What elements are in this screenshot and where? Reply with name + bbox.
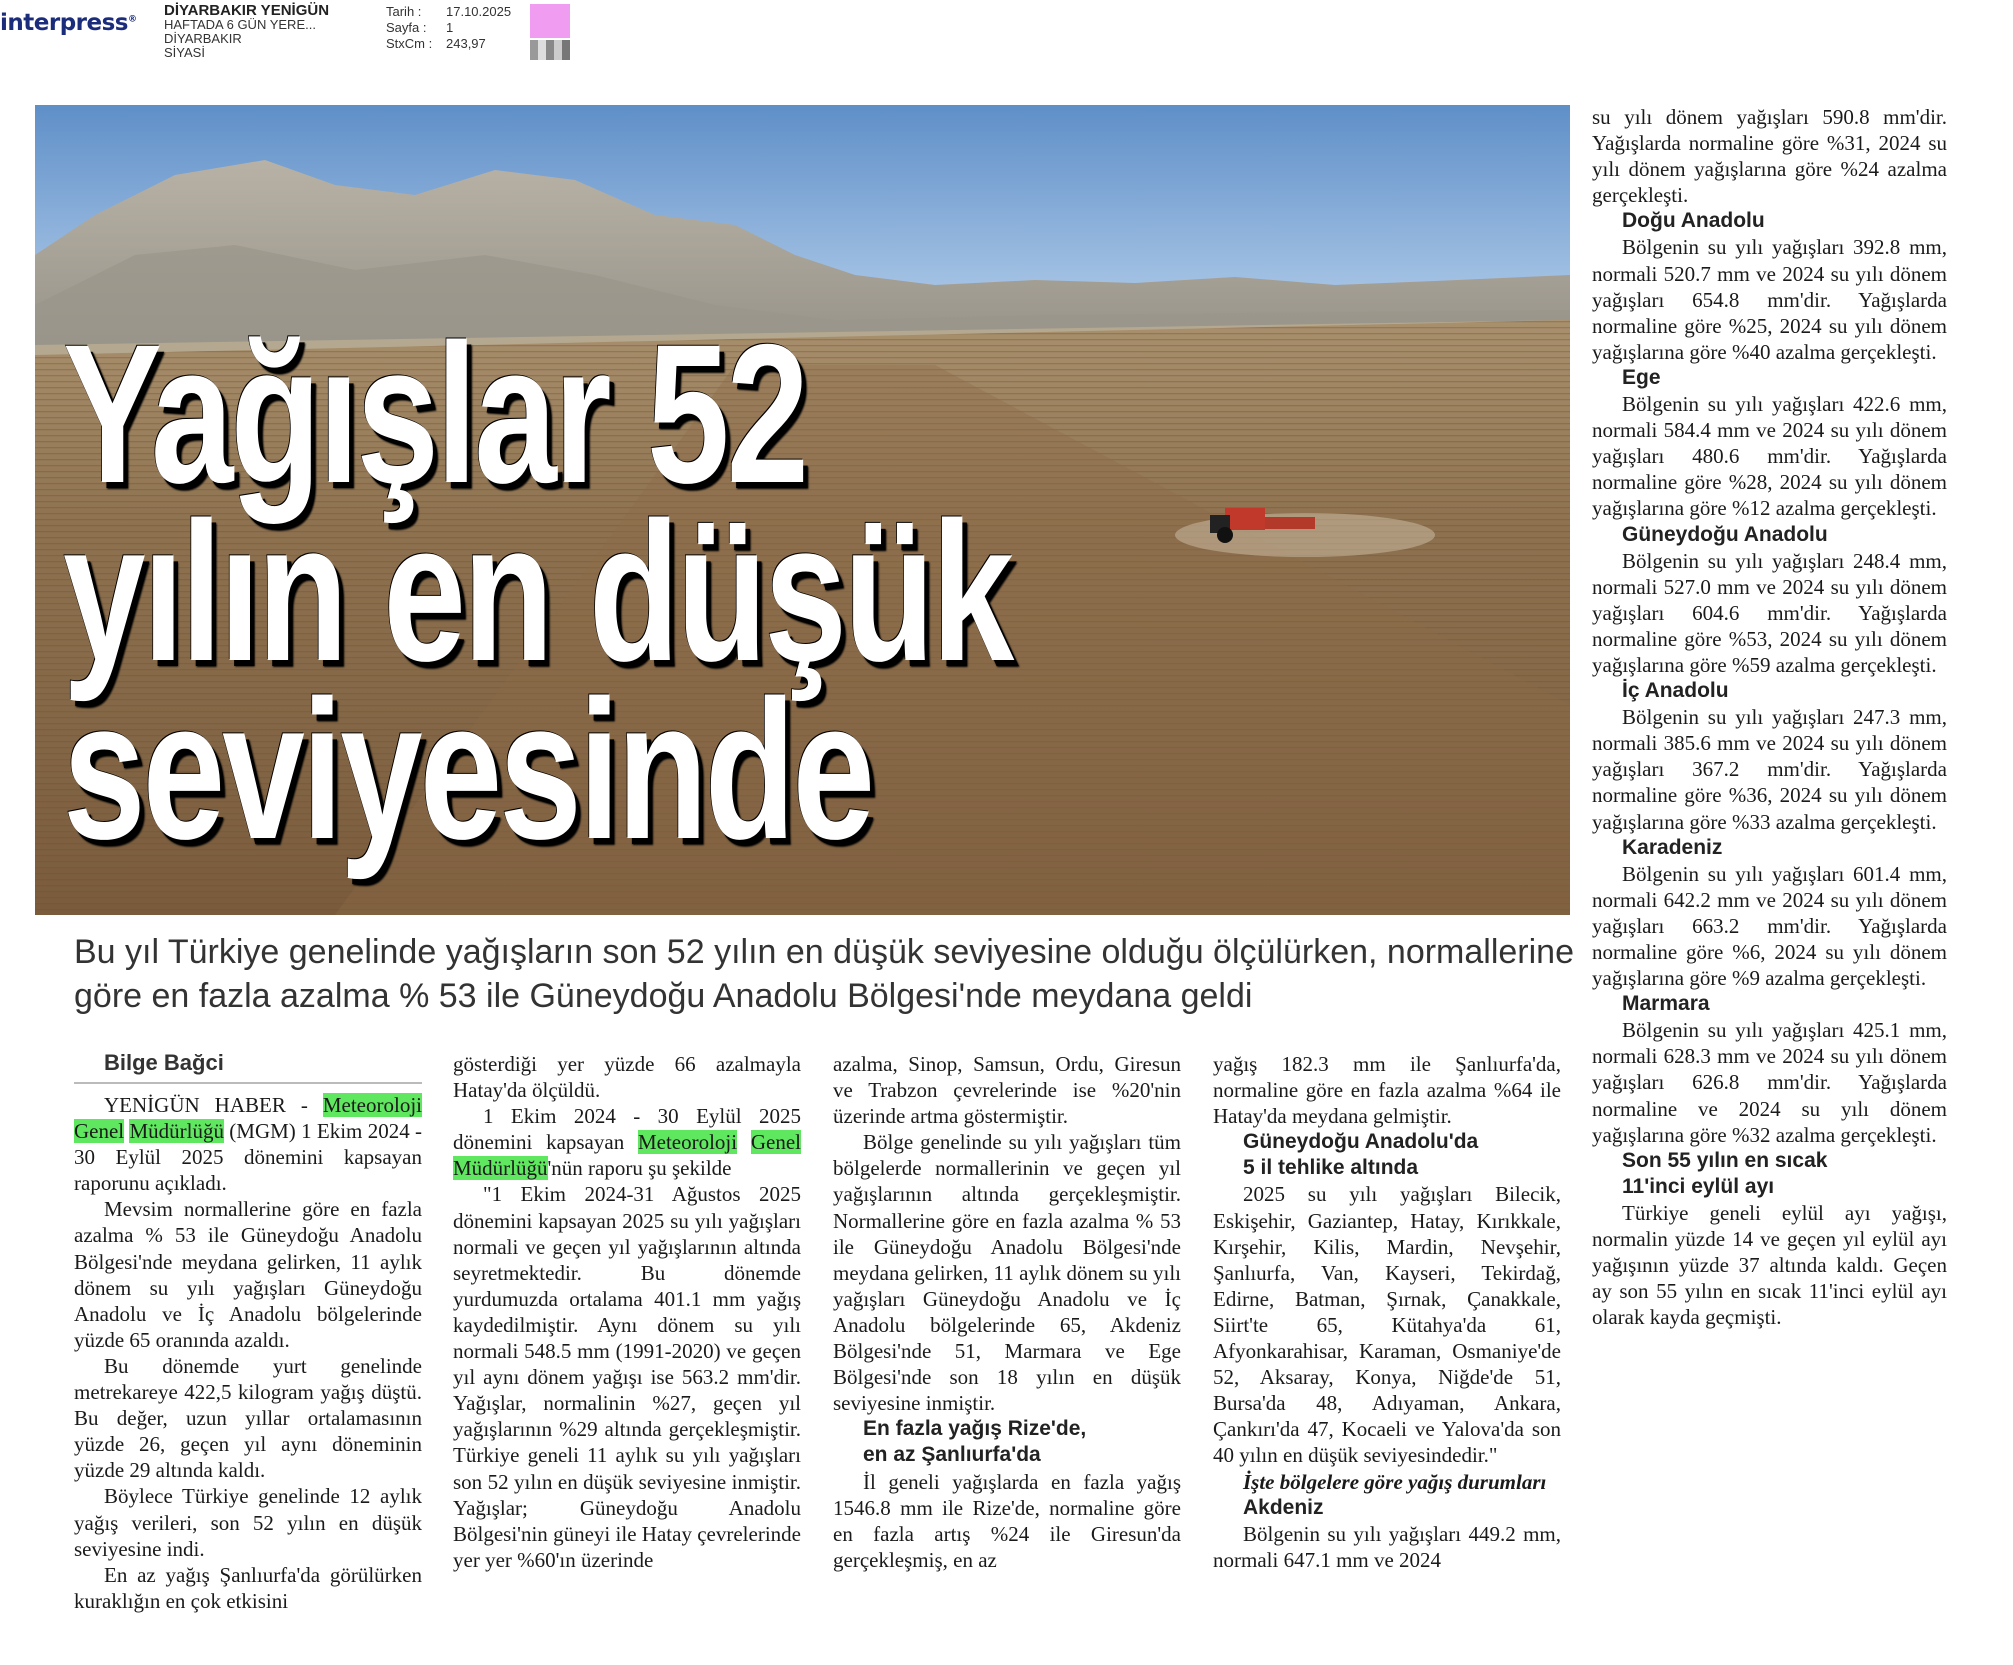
subheading-italic: İşte bölgelere göre yağış durumları [1243,1469,1547,1494]
clipping-header [0,0,600,66]
headline-line-3: seviyesinde [63,659,873,880]
region-heading-guneydogu-anadolu: Güneydoğu Anadolu [1622,522,1828,546]
region-heading-karadeniz: Karadeniz [1622,835,1723,859]
paragraph: YENİGÜN HABER - Meteoroloji Genel Müdürlüğü (MGM) 1 Ekim 2024 - 30 Eylül 2025 dönemini kapsayan raporunu açıkladı. [74,1093,422,1196]
subheading: 11'inci eylül ayı [1622,1174,1775,1198]
paragraph: Bölgenin su yılı yağışları 601.4 mm, normali 642.2 mm ve 2024 su yılı dönem yağışları 663.2 mm'dir. Yağışlarda normaline göre %6, 2024 su yılı dönem yağışlarına göre %9 azalma gerçekleşti. [1592,861,1947,991]
article-column-1 [74,1050,422,1614]
highlight: Müdürlüğü [453,1156,548,1181]
paragraph: Bu dönemde yurt genelinde metrekareye 422,5 kilogram yağış düştü. Bu değer, uzun yıllar ortalamasının yüzde 26, geçen yıl aynı döneminin yüzde 29 altında kaldı. [74,1353,422,1483]
subheading: Güneydoğu Anadolu'da [1243,1130,1479,1154]
highlight: Genel [74,1119,125,1144]
publication-city: DİYARBAKIR [164,31,242,46]
paragraph: Türkiye geneli eylül ayı yağışı, normalin yüzde 14 ve geçen yıl eylül ayı yağışının yüzde 37 altında kaldı. Geçen ay son 55 yılın en sıcak 11'inci eylül ayı olarak kayda geçmişti. [1592,1200,1947,1330]
region-heading-ege: Ege [1622,365,1661,389]
paragraph: Bölge genelinde su yılı yağışları tüm bölgelerde normallerinin ve geçen yıl yağışlarının altında gerçekleşmiştir. Normallerine göre en fazla azalma % 53 ile Güneydoğu Anadolu Bölgesi'nde meydana gelirken, 11 aylık dönem su yılı yağışları Güneydoğu Anadolu ve İç Anadolu bölgelerinde 65, Akdeniz Bölgesi'nde 51, Marmara ve Ege Bölgesi'nde son 18 yılın en düşük seviyesine inmiştir. [833,1130,1181,1416]
paragraph: 2025 su yılı yağışları Bilecik, Eskişehir, Gaziantep, Hatay, Kırıkkale, Kırşehir, Kilis, Mardin, Nevşehir, Şanlıurfa, Van, Kayseri, Tekirdağ, Edirne, Batman, Şırnak, Çanakkale, Siirt'te 65, Kütahya'da 61, Afyonkarahisar, Karaman, Osmaniye'de 52, Aksaray, Konya, Niğde'de 51, Bursa'da 48, Adıyaman, Ankara, Çankırı'da 47, Kocaeli ve Yalova'da son 40 yılın en düşük seviyesindedir." [1213,1182,1561,1468]
date-label: Tarih : [386,4,422,19]
page-label: Sayfa : [386,20,427,35]
stxcm-label: StxCm : [386,36,433,51]
paragraph: Bölgenin su yılı yağışları 425.1 mm, normali 628.3 mm ve 2024 su yılı dönem yağışları 626.8 mm'dir. Yağışlarda normaline ve 2024 su yılı dönem yağışlarına göre %32 azalma gerçekleşti. [1592,1018,1947,1147]
paragraph: Bölgenin su yılı yağışları 247.3 mm, normali 385.6 mm ve 2024 su yılı dönem yağışları 367.2 mm'dir. Yağışlarda normaline göre %36, 2024 su yılı dönem yağışlarına göre %33 azalma gerçekleşti. [1592,705,1947,834]
byline: Bilge Bağci [74,1050,422,1084]
highlight: Müdürlüğü [129,1119,224,1144]
publication-info [164,4,329,60]
paragraph: 1 Ekim 2024 - 30 Eylül 2025 dönemini kapsayan Meteoroloji Genel Müdürlüğü'nün raporu şu şekilde [453,1104,802,1181]
article-column-5 [1592,104,1947,1330]
publication-section: SİYASİ [164,45,205,60]
paragraph: "1 Ekim 2024-31 Ağustos 2025 dönemini kapsayan 2025 su yılı yağışları normali ve geçen yıl yağışlarının altında seyretmektedir. Bu dönemde yurdumuzda ortalama 401.1 mm yağış kaydedilmiştir. Aynı dönem su yılı normali 548.5 mm (1991-2020) ve geçen yıl aynı dönem yağışı ise 563.2 mm'dir. Yağışlar, normalinin %27, geçen yıl yağışlarının %29 altında gerçekleşmiştir. Türkiye geneli 11 aylık su yılı yağışları son 52 yılın en düşük seviyesine inmiştir. Yağışlar; Güneydoğu Anadolu Bölgesi'nin güneyi ile Hatay çevrelerinde yer yer %60'ın üzerinde [453,1182,801,1572]
region-heading-akdeniz: Akdeniz [1243,1495,1324,1519]
subheading: en az Şanlıurfa'da [863,1443,1041,1467]
clip-meta [386,4,511,52]
article-column-4 [1213,1051,1561,1573]
paragraph: İl geneli yağışlarda en fazla yağış 1546.8 mm ile Rize'de, normaline göre en fazla artış %24 ile Giresun'da gerçekleşmiş, en az [833,1469,1181,1572]
page-value: 1 [446,20,454,35]
paragraph: Mevsim normallerine göre en fazla azalma % 53 ile Güneydoğu Anadolu Bölgesi'nde meydana gelirken, 11 aylık dönem su yılı yağışları Güneydoğu Anadolu ve İç Anadolu bölgelerinde yüzde 65 oranında azaldı. [74,1197,422,1352]
hero-photo [35,105,1570,915]
highlight: Meteoroloji [637,1130,738,1155]
date-value: 17.10.2025 [446,4,512,19]
region-heading-marmara: Marmara [1622,992,1710,1016]
article-headline [63,303,1012,880]
paragraph: Bölgenin su yılı yağışları 449.2 mm, normali 647.1 mm ve 2024 [1213,1521,1561,1572]
paragraph: En az yağış Şanlıurfa'da görülürken kuraklığın en çok etkisini [74,1562,422,1613]
page-thumbnail [530,4,570,60]
region-heading-dogu-anadolu: Doğu Anadolu [1622,209,1765,233]
paragraph: Bölgenin su yılı yağışları 422.6 mm, normali 584.4 mm ve 2024 su yılı dönem yağışları 480.6 mm'dir. Yağışlarda normaline göre %28, 2024 su yılı dönem yağışlarına göre %12 azalma gerçekleşti. [1592,392,1947,521]
subheading: Son 55 yılın en sıcak [1622,1148,1828,1172]
stxcm-value: 243,97 [446,36,486,51]
headline-line-2: yılın en düşük [63,481,1012,702]
article-spot: Bu yıl Türkiye genelinde yağışların son 52 yılın en düşük seviyesine olduğu ölçülürken, normallerine göre en fazla azalma % 53 ile Güneydoğu Anadolu Bölgesi'nde meydana geldi [74,933,1575,1015]
paragraph: yağış 182.3 mm ile Şanlıurfa'da, normaline göre en fazla azalma %64 ile Hatay'da meydana gelmiştir. [1213,1052,1561,1129]
article-column-2 [453,1051,801,1573]
paragraph: su yılı dönem yağışları 590.8 mm'dir. Yağışlarda normaline göre %31, 2024 su yılı dönem yağışlarına göre %24 azalma gerçekleşti. [1592,105,1947,208]
subheading: En fazla yağış Rize'de, [863,1417,1087,1441]
headline-line-1: Yağışlar 52 [63,303,807,524]
article-column-3 [833,1051,1181,1573]
interpress-logo: interpress® [0,10,137,36]
paragraph: Böylece Türkiye genelinde 12 aylık yağış verileri, son 52 yılın en düşük seviyesine indi. [74,1484,422,1561]
paragraph: Bölgenin su yılı yağışları 248.4 mm, normali 527.0 mm ve 2024 su yılı dönem yağışları 604.6 mm'dir. Yağışlarda normaline göre %53, 2024 su yılı dönem yağışlarına göre %59 azalma gerçekleşti. [1592,548,1947,677]
paragraph: gösterdiği yer yüzde 66 azalmayla Hatay'da ölçüldü. [453,1052,801,1103]
publication-frequency: HAFTADA 6 GÜN YERE... [164,17,316,32]
paragraph: azalma, Sinop, Samsun, Ordu, Giresun ve Trabzon çevrelerinde ise %20'nin üzerinde artma göstermiştir. [833,1052,1181,1129]
highlight: Meteoroloji [322,1093,422,1117]
paragraph: Bölgenin su yılı yağışları 392.8 mm, normali 520.7 mm ve 2024 su yılı dönem yağışları 654.8 mm'dir. Yağışlarda normaline göre %25, 2024 su yılı dönem yağışlarına göre %40 azalma gerçekleşti. [1592,235,1947,364]
publication-name: DİYARBAKIR YENİGÜN [164,2,330,19]
region-heading-ic-anadolu: İç Anadolu [1622,679,1729,703]
subheading: 5 il tehlike altında [1243,1156,1419,1180]
highlight: Genel [750,1130,802,1155]
